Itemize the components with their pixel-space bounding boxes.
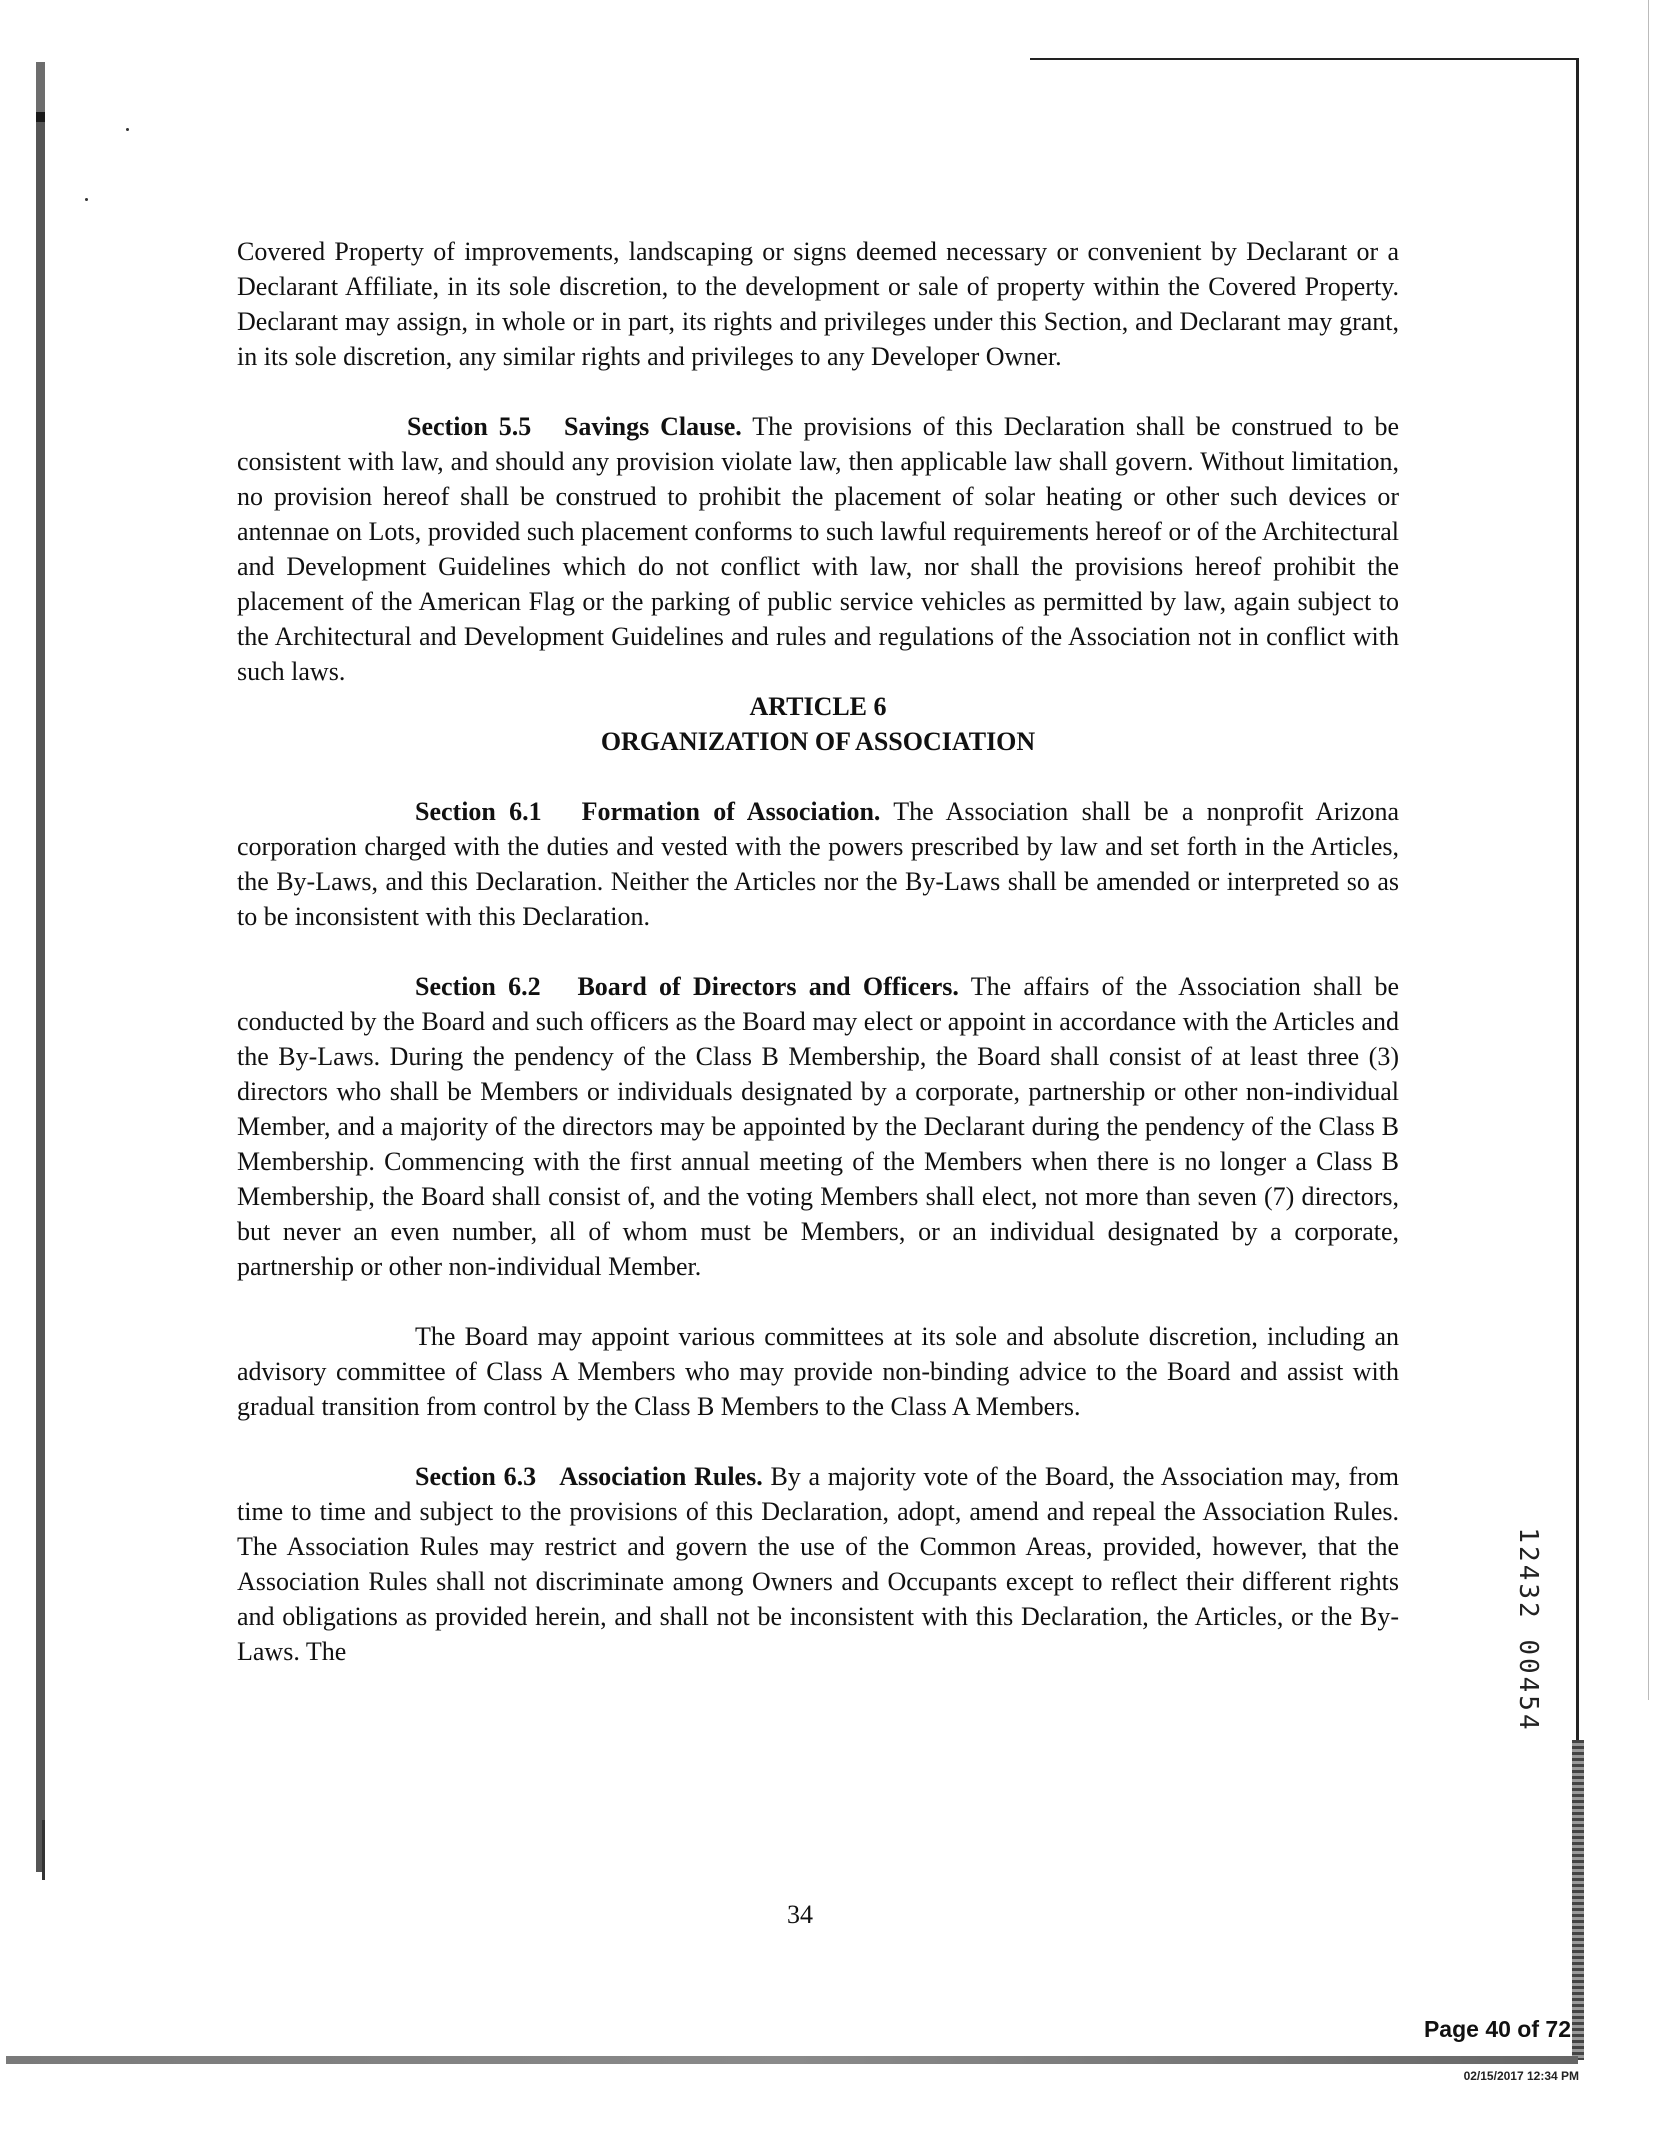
section-5-5-title: Savings Clause. bbox=[563, 412, 742, 441]
scan-edge-left-lower bbox=[42, 1820, 45, 1880]
article-heading: ARTICLE 6 bbox=[749, 692, 887, 721]
section-6-2 bbox=[237, 969, 1399, 1284]
document-body bbox=[237, 234, 1399, 1669]
article-title: ORGANIZATION OF ASSOCIATION bbox=[600, 727, 1036, 756]
section-6-2-body: The affairs of the Association shall be conducted by the Board and such officers as the Board may elect or appoint in accordance with the Articles and the By-Laws. During the pendency of the Class B Membership, the Board shall consist of at least three (3) directors who shall be Members or individuals designated by a corporate, partnership or other non-individual Member, and a majority of the directors may be appointed by the Declarant during the pendency of the Class B Membership. Commencing with the first annual meeting of the Members when there is no longer a Class B Membership, the Board shall consist of, and the voting Members shall elect, not more than seven (7) directors, but never an even number, all of whom must be Members, or an individual designated by a corporate, partnership or other non-individual Member. bbox=[237, 972, 1400, 1281]
section-6-1-body: The Association shall be a nonprofit Arizona corporation charged with the duties and vested with the powers prescribed by law and set forth in the Articles, the By-Laws, and this Declaration. Neither the Articles nor the By-Laws shall be amended or interpreted so as to be inconsistent with this Declaration. bbox=[237, 797, 1400, 931]
page-date: 02/15/2017 12:34 PM bbox=[1463, 2069, 1579, 2083]
scan-edge-left bbox=[36, 62, 45, 1872]
recording-number: 12432 00454 bbox=[1513, 1527, 1543, 1733]
committees-paragraph: The Board may appoint various committees at its sole and absolute discretion, including an advisory committee of Class A Members who may provide non-binding advice to the Board and assist with gradual transition from control by the Class B Members to the Class A Members. bbox=[237, 1322, 1399, 1421]
section-6-1 bbox=[237, 794, 1399, 934]
section-5-5-number: Section 5.5 bbox=[407, 412, 532, 441]
section-6-3-body: By a majority vote of the Board, the Association may, from time to time and subject to the provisions of this Declaration, adopt, amend and repeal the Association Rules. The Association Rules may restrict and govern the use of the Common Areas, provided, however, that the Association Rules shall not discriminate among Owners and Occupants except to reflect their different rights and obligations as provided herein, and shall not be inconsistent with this Declaration, the Articles, or the By-Laws. The bbox=[237, 1462, 1399, 1666]
section-6-3-title: Association Rules. bbox=[559, 1462, 763, 1491]
section-6-1-title: Formation of Association. bbox=[581, 797, 881, 826]
frame-top-border bbox=[1030, 58, 1578, 60]
opening-paragraph: Covered Property of improvements, landscaping or signs deemed necessary or convenient by Declarant or a Declarant Affiliate, in its sole discretion, to the development or sale of property within the Covered Property. Declarant may assign, in whole or in part, its rights and privileges under this Section, and Declarant may grant, in its sole discretion, any similar rights and privileges to any Developer Owner. bbox=[237, 237, 1399, 371]
section-5-5 bbox=[237, 409, 1399, 689]
scan-edge-far-right bbox=[1648, 0, 1649, 1700]
section-5-5-body: The provisions of this Declaration shall be construed to be consistent with law, and should any provision violate law, then applicable law shall govern. Without limitation, no provision hereof shall be construed to prohibit the placement of solar heating or other such devices or antennae on Lots, provided such placement conforms to such lawful requirements hereof or of the Architectural and Development Guidelines which do not conflict with law, nor shall the provisions hereof prohibit the placement of the American Flag or the parking of public service vehicles as permitted by law, again subject to the Architectural and Development Guidelines and rules and regulations of the Association not in conflict with such laws. bbox=[237, 412, 1399, 686]
section-6-3 bbox=[237, 1459, 1399, 1669]
page-number: 34 bbox=[787, 1900, 813, 1929]
recording-stamp bbox=[1508, 1508, 1548, 1768]
page-label: Page 40 of 72 bbox=[1423, 2016, 1571, 2042]
scan-edge-bottom bbox=[6, 2056, 1578, 2064]
scan-speck bbox=[126, 128, 129, 131]
scan-speck bbox=[85, 198, 88, 201]
section-6-2-number: Section 6.2 bbox=[415, 972, 541, 1001]
section-6-3-number: Section 6.3 bbox=[415, 1462, 537, 1491]
section-6-1-number: Section 6.1 bbox=[415, 797, 542, 826]
section-6-2-title: Board of Directors and Officers. bbox=[577, 972, 959, 1001]
